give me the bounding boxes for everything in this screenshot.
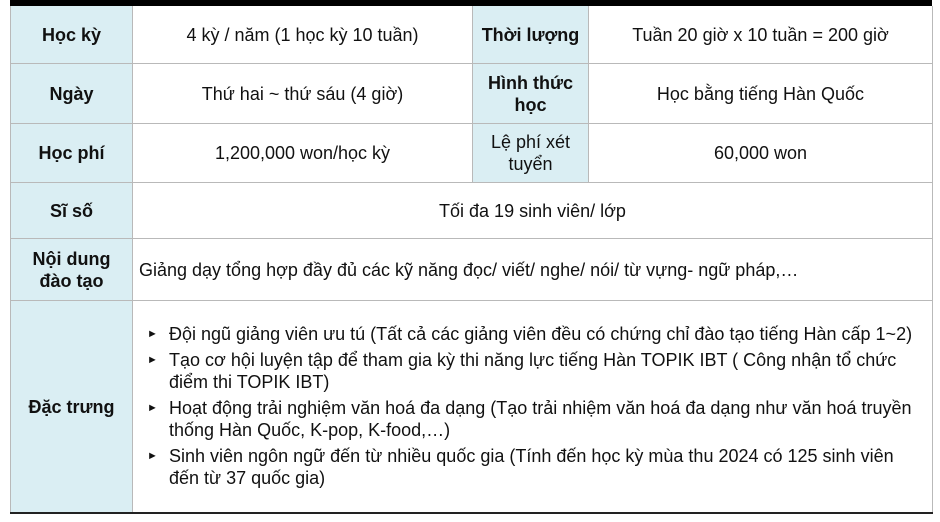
class-size-value: Tối đa 19 sinh viên/ lớp	[133, 183, 933, 239]
row-label-days: Ngày	[11, 64, 133, 124]
list-item: ► Hoạt động trải nghiệm văn hoá đa dạng (Tạo trải nhiệm văn hoá đa dạng như văn hoá truyền thống Hàn Quốc, K-pop, K-food,…)	[147, 397, 912, 440]
row-label-format: Hình thức học	[473, 64, 589, 124]
duration-value: Tuần 20 giờ x 10 tuần = 200 giờ	[589, 6, 933, 64]
program-info-table	[10, 6, 933, 514]
days-value: Thứ hai ~ thứ sáu (4 giờ)	[133, 64, 473, 124]
semester-value: 4 kỳ / năm (1 học kỳ 10 tuần)	[133, 6, 473, 64]
table-row	[11, 239, 933, 301]
triangle-right-icon: ►	[147, 449, 158, 462]
table-row	[11, 183, 933, 239]
table-row	[11, 124, 933, 183]
row-label-tuition: Học phí	[11, 124, 133, 183]
curriculum-value: Giảng dạy tổng hợp đầy đủ các kỹ năng đọc/ viết/ nghe/ nói/ từ vựng- ngữ pháp,…	[133, 239, 933, 301]
application-fee-value: 60,000 won	[589, 124, 933, 183]
table-row	[11, 64, 933, 124]
list-item: ► Đội ngũ giảng viên ưu tú (Tất cả các giảng viên đều có chứng chỉ đào tạo tiếng Hàn cấp 1~2)	[147, 323, 913, 344]
row-label-class-size: Sĩ số	[11, 183, 133, 239]
triangle-right-icon: ►	[147, 401, 158, 414]
row-label-duration: Thời lượng	[473, 6, 589, 64]
row-label-curriculum: Nội dung đào tạo	[11, 239, 133, 301]
table-row	[11, 6, 933, 64]
list-item: ► Sinh viên ngôn ngữ đến từ nhiều quốc gia (Tính đến học kỳ mùa thu 2024 có 125 sinh viên đến từ 37 quốc gia)	[147, 445, 894, 488]
row-label-semester: Học kỳ	[11, 6, 133, 64]
list-item: ► Tạo cơ hội luyện tập để tham gia kỳ thi năng lực tiếng Hàn TOPIK IBT ( Công nhận tổ chức điểm thi TOPIK IBT)	[147, 349, 897, 392]
features-cell	[133, 301, 933, 514]
features-list	[139, 323, 926, 489]
triangle-right-icon: ►	[147, 327, 158, 340]
row-label-features: Đặc trưng	[11, 301, 133, 514]
triangle-right-icon: ►	[147, 353, 158, 366]
format-value: Học bằng tiếng Hàn Quốc	[589, 64, 933, 124]
table-row	[11, 301, 933, 514]
row-label-application-fee: Lệ phí xét tuyển	[473, 124, 589, 183]
tuition-value: 1,200,000 won/học kỳ	[133, 124, 473, 183]
